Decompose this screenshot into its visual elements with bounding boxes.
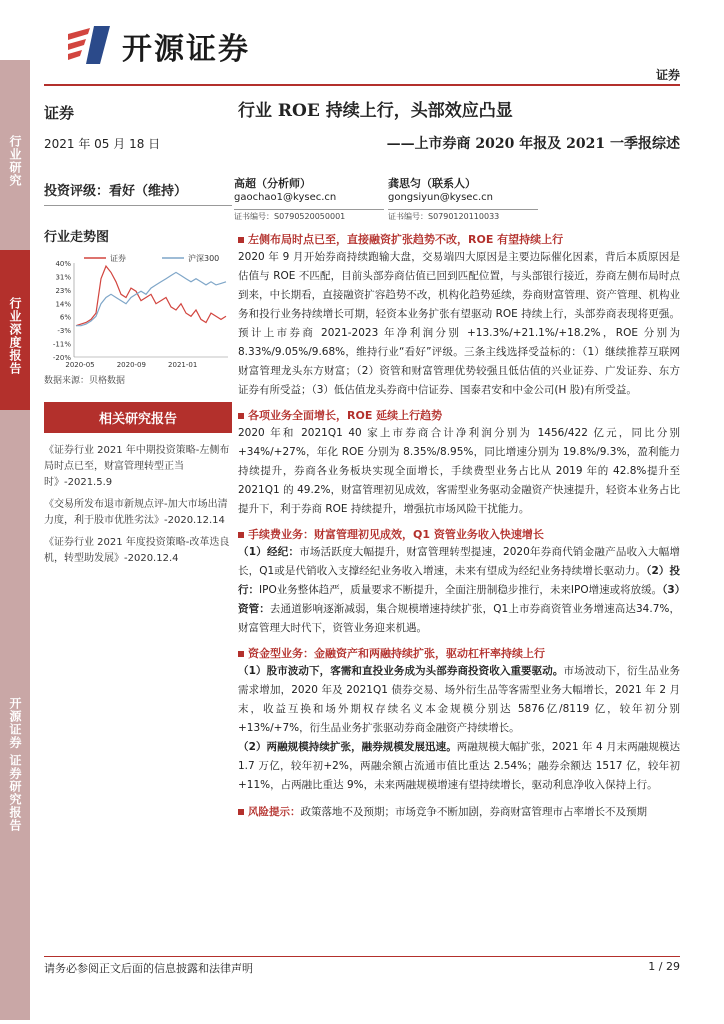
related-report-item[interactable]: 《证券行业 2021 年中期投资策略-左侧布局时点已至，财富管理转型正当时》-2021.5.9 — [44, 445, 230, 488]
section-heading: 资金型业务：金融资产和两融持续扩张，驱动杠杆率持续上行 — [238, 646, 680, 662]
main-column — [234, 96, 681, 822]
section-body: （1）经纪：市场活跃度大幅提升，财富管理转型提速，2020年券商代销金融产品收入大幅增长，Q1或是代销收入支撑经纪业务收入增速，未来有望成为经纪业务持续增长驱动力。（2）投行：IPO业务整体趋严，质量要求不断提升，全面注册制稳步推行，未来IPO增速或将放缓。（3）资管：去通道影响逐渐减弱，集合规模增速持续扩张，Q1上市券商资管业务增速高达34.7%，财富管理大时代下，资管业务迎来机遇。 — [238, 546, 680, 634]
bullet-icon — [238, 532, 244, 538]
footer-divider — [44, 956, 680, 957]
section-body: （1）股市波动下，客需和直投业务成为头部券商投资收入重要驱动。市场波动下，衍生品业务需求增加，2020 年及 2021Q1 债券交易、场外衍生品等客需型业务大幅增长，2021 年 2 月末，收益互换和场外期权存续名义本金规模分别达 5876亿/8119 亿，较年初分别+13%/+7%，衍生品业务扩张驱动券商金融资产持续增长。 — [238, 665, 681, 734]
legend-label: 证券 — [110, 254, 126, 263]
y-tick-label: -11% — [52, 340, 71, 349]
related-report-item[interactable]: 《证券行业 2021 年度投资策略-改革迭良机，转型助发展》-2020.12.4 — [44, 537, 230, 564]
author-email[interactable]: gongsiyun@kysec.cn — [388, 192, 493, 203]
section-body: （2）两融规模持续扩张，融券规模发展迅速。两融规模大幅扩张，2021 年 4 月末两融规模达 1.7 万亿，较年初+2%，两融余额占流通市值比重达 2.54%；融券余额达 1517 亿，较年初+11%，占两融比重达 9%，未来两融规模增速有望持续增长，驱动利息净收入保持上行。 — [238, 741, 680, 791]
page-number: 1 / 29 — [648, 960, 680, 973]
x-tick-label: 2021-01 — [168, 361, 198, 369]
related-reports-header: 相关研究报告 — [44, 402, 232, 433]
section-heading: 各项业务全面增长，ROE 延续上行趋势 — [238, 408, 680, 424]
logo-text: 开源证券 — [122, 32, 250, 67]
logo-mark-icon — [64, 24, 114, 68]
side-label-kysec: 开源证券 证券研究报告 — [0, 410, 30, 1020]
bullet-icon — [238, 651, 244, 657]
report-subtitle: ——上市券商 2020 年报及 2021 一季报综述 — [386, 136, 680, 152]
report-title: 行业 ROE 持续上行，头部效应凸显 — [238, 101, 513, 121]
section-heading: 手续费业务：财富管理初见成效，Q1 资管业务收入快速增长 — [238, 527, 680, 543]
y-tick-label: -20% — [52, 354, 71, 362]
author-name: 龚思匀（联系人） — [388, 177, 476, 190]
risk-section — [238, 803, 680, 822]
y-tick-label: -3% — [57, 327, 71, 336]
report-date: 2021 年 05 月 18 日 — [44, 137, 161, 151]
y-tick-label: 23% — [55, 286, 71, 295]
x-tick-label: 2020-05 — [65, 361, 95, 369]
author-name: 高超（分析师） — [234, 177, 311, 190]
bullet-icon — [238, 237, 244, 243]
section-heading: 左侧布局时点已至，直接融资扩张趋势不改，ROE 有望持续上行 — [238, 232, 680, 248]
author-cert: 证书编号：S0790520050001 — [234, 212, 346, 221]
side-label-deep-report: 行业深度报告 — [0, 250, 30, 410]
bullet-icon — [238, 809, 244, 815]
author-card — [388, 177, 538, 224]
legend-label: 沪深300 — [188, 254, 220, 263]
divider — [44, 205, 232, 206]
section-1 — [238, 232, 680, 400]
related-report-item[interactable]: 《交易所发布退市新规点评-加大市场出清力度，利于股市优胜劣汰》-2020.12.14 — [44, 499, 228, 526]
author-cert: 证书编号：S0790120110033 — [388, 212, 500, 221]
risk-text: 风险提示：政策落地不及预期；市场竞争不断加剧，券商财富管理市占率增长不及预期 — [238, 803, 680, 822]
trend-chart-title: 行业走势图 — [44, 230, 110, 245]
chart-source: 数据来源：贝格数据 — [44, 376, 126, 386]
author-email[interactable]: gaochao1@kysec.cn — [234, 192, 337, 203]
x-tick-label: 2020-09 — [116, 361, 146, 369]
section-4 — [238, 646, 680, 795]
authors — [234, 177, 680, 224]
left-column — [44, 96, 232, 573]
trend-chart-svg — [44, 253, 232, 371]
section-body: 2020 年 9 月开始券商持续跑输大盘，交易端四大原因是主要边际催化因素，背后本质原因是估值与 ROE 不匹配，目前头部券商估值已回到匹配位置，与头部银行接近，券商左侧布局时点到来，中长期看，直接融资扩容趋势不改，机构化趋势延续，券商财富管理、资产管理、机构业务和投行业务持续增长可期，轻资本业务扩张有望驱动 ROE 持续上行，头部券商表现将更强。预计上市券商 2021-2023 年净利润分别 +13.3%/+21.1%/+18.2%，ROE 分别为 8.33%/9.05%/9.68%，维持行业“看好”评级。三条主线选择受益标的：（1）继续推荐互联网财富管理龙头东方财富；（2）资管和财富管理优势较强且低估值的兴业证券、广发证券、东方证券有所受益；（3）低估值龙头券商中信证券、国泰君安和中金公司(H 股)有所受益。 — [238, 251, 680, 396]
section-2 — [238, 408, 680, 519]
brand-logo — [64, 24, 250, 68]
footer-disclaimer: 请务必参阅正文后面的信息披露和法律声明 — [44, 962, 253, 975]
section-body: 2020 年和 2021Q1 40 家上市券商合计净利润分别为 1456/422 亿元，同比分别+34%/+27%，年化 ROE 分别为 8.35%/8.95%，同比增速分别为 19.8%/9.3%，盈利能力持续提升，券商各业务板块实现全面增长，手续费型业务占比从 2019 年的 42.8%提升至 2021Q1 的 49.2%，财富管理初见成效，客需型业务驱动金融资产快速提升，轻资本业务占比提升下，利于券商 ROE 持续提升，增强抗市场风险干扰能力。 — [238, 427, 680, 515]
industry-name: 证券 — [44, 104, 75, 122]
y-tick-label: 31% — [55, 273, 71, 282]
investment-rating: 投资评级：看好（维持） — [44, 184, 188, 199]
side-label-industry-research: 行业研究 — [0, 60, 30, 250]
series-line-证券 — [76, 266, 226, 326]
section-3 — [238, 527, 680, 638]
y-tick-label: 14% — [55, 300, 71, 309]
header-divider — [44, 84, 680, 86]
author-card — [234, 177, 384, 224]
related-reports-list — [44, 443, 232, 567]
y-tick-label: 40% — [55, 260, 71, 268]
y-tick-label: 6% — [59, 313, 71, 322]
header-industry-tag: 证券 — [655, 68, 680, 82]
bullet-icon — [238, 413, 244, 419]
trend-chart — [44, 253, 232, 371]
